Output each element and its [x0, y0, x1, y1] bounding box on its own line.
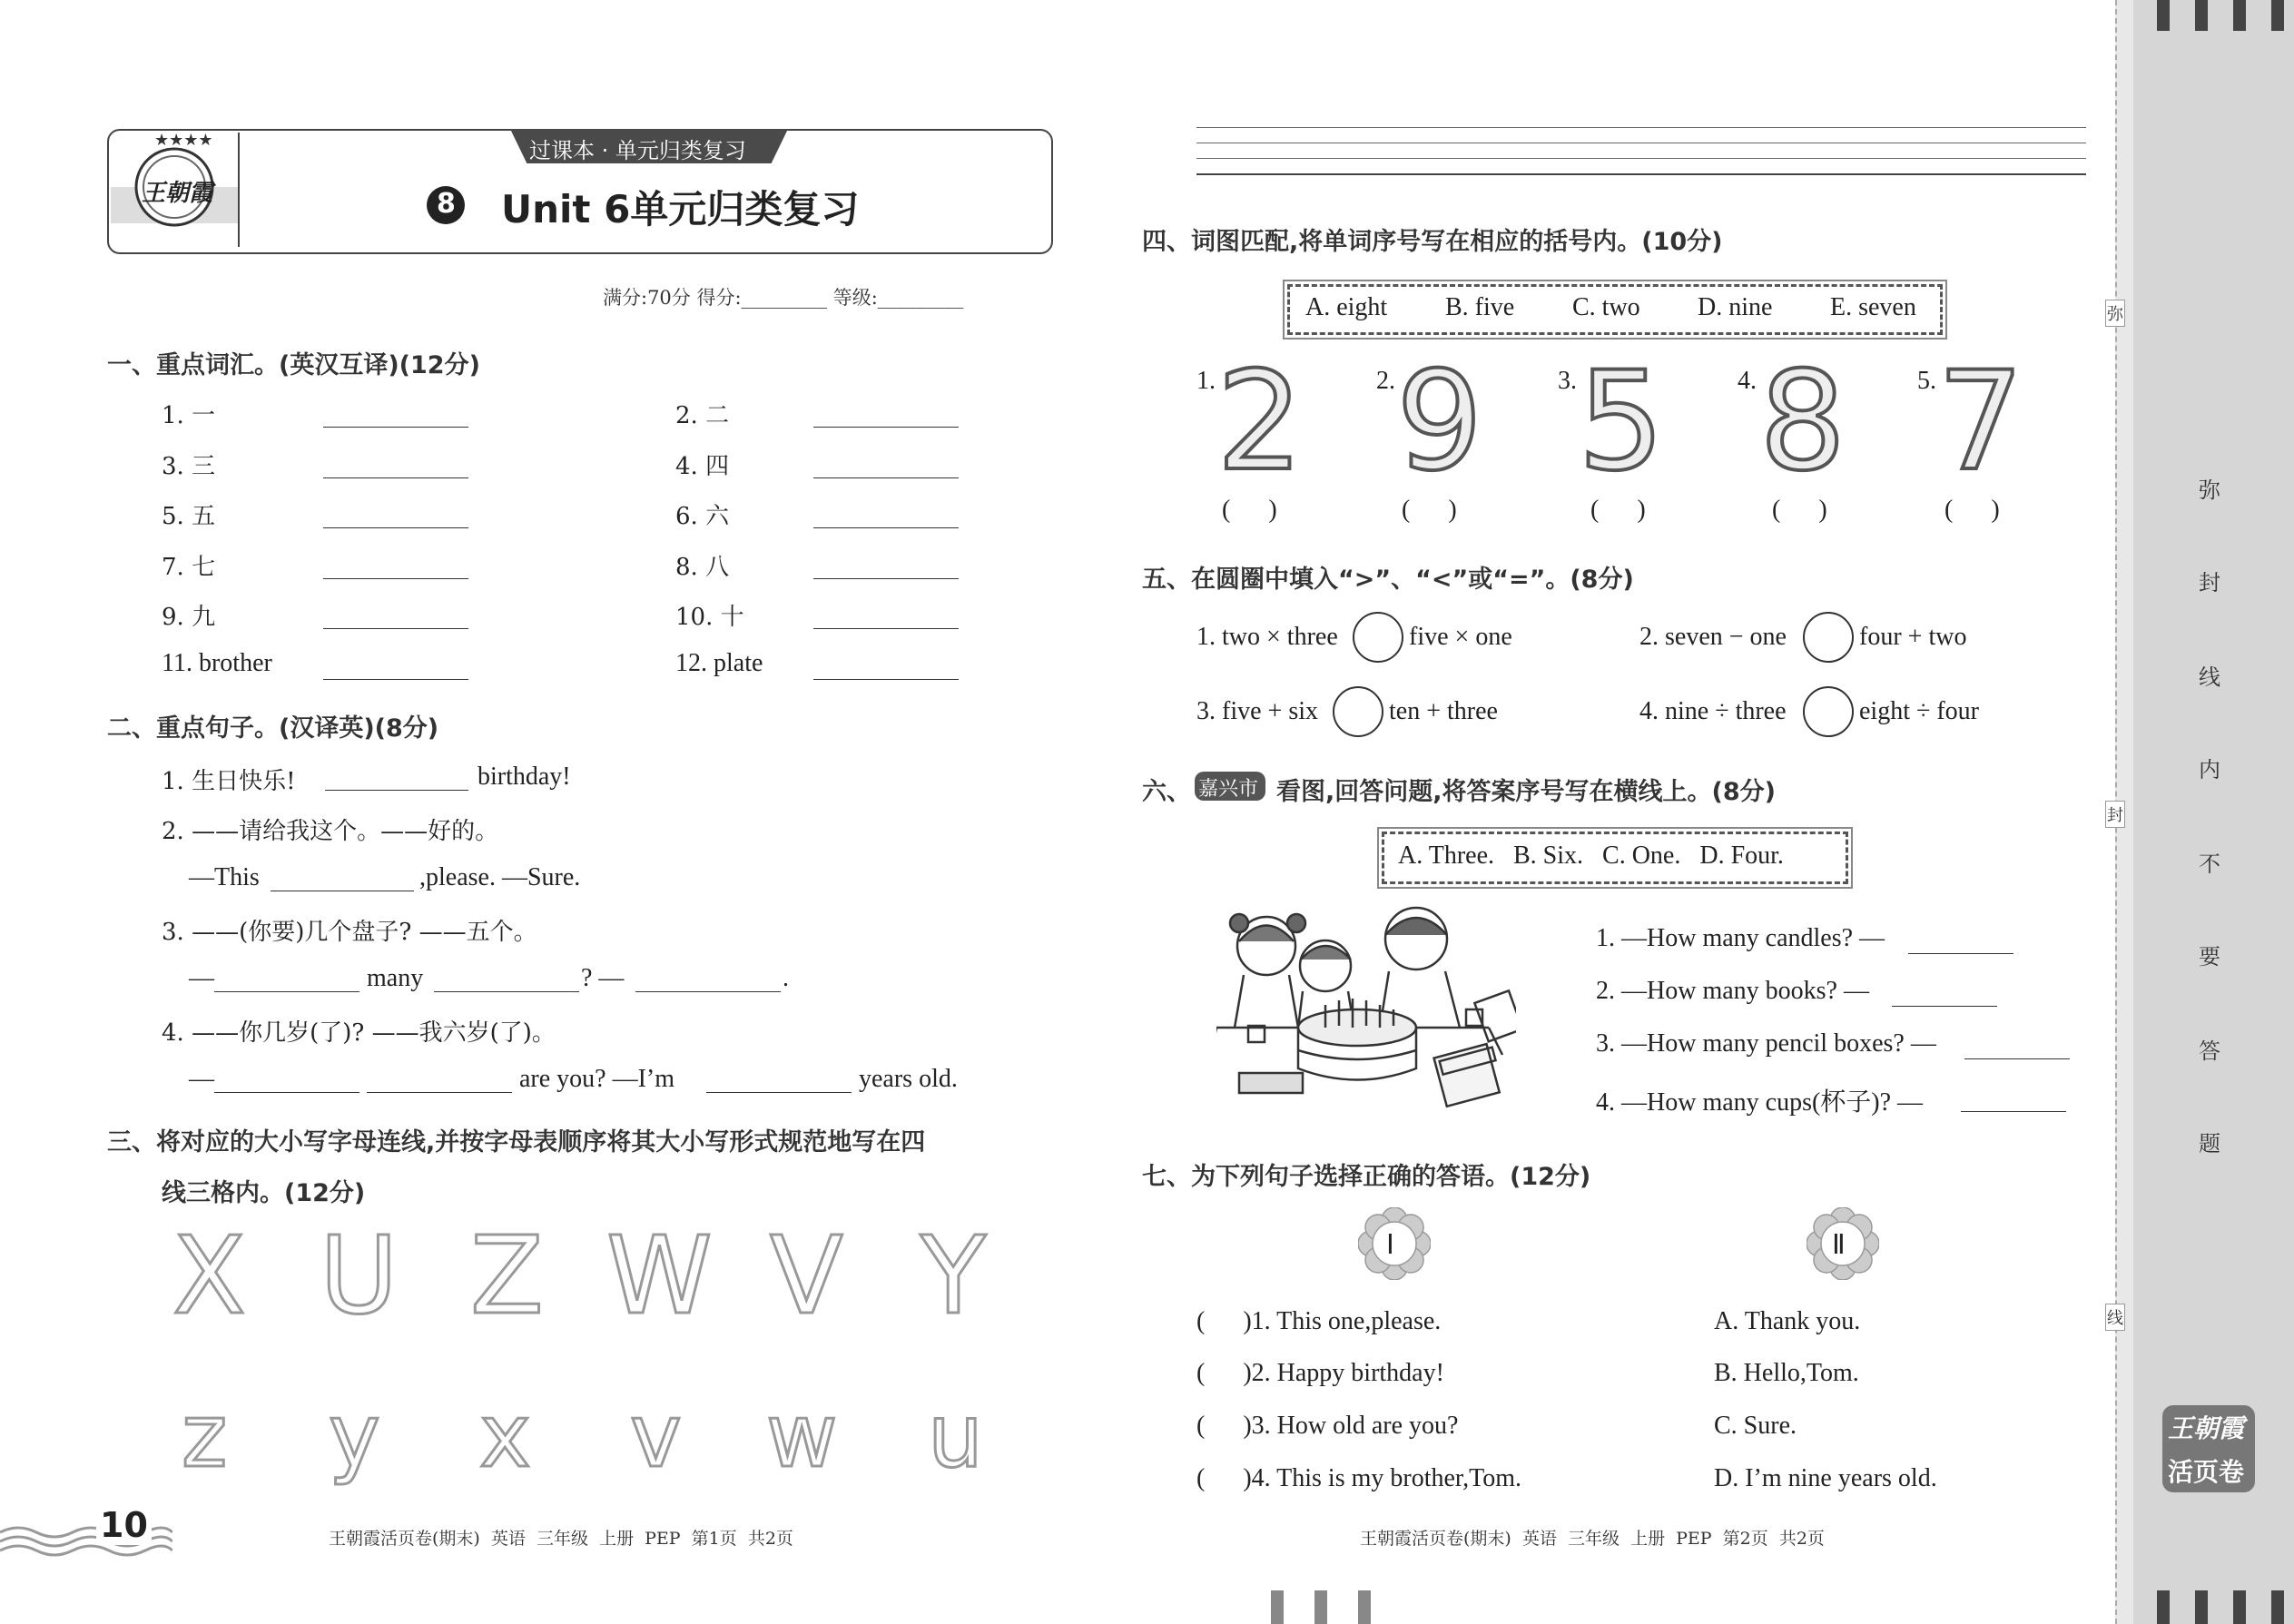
sentence-q2-answer-pre: —This	[189, 863, 260, 891]
word-option-d: D. nine	[1698, 293, 1773, 321]
picture-answer-2[interactable]	[1892, 1006, 1997, 1007]
section6-title: 看图,回答问题,将答案序号写在横线上。(8分)	[1276, 778, 1776, 806]
unit-badge-number: 8	[437, 188, 456, 220]
sentence-q3-pre: —	[189, 964, 214, 992]
sentence-q1-tail: birthday!	[478, 763, 571, 791]
footer-left: 王朝霞活页卷(期末) 英语 三年级 上册 PEP 第1页 共2页	[329, 1529, 793, 1549]
word-option-e: E. seven	[1830, 293, 1916, 321]
picture-answer-1[interactable]	[1908, 953, 2013, 954]
response-question-2[interactable]: ( )2. Happy birthday!	[1196, 1359, 1444, 1387]
lowercase-letter-5[interactable]: w	[766, 1385, 838, 1487]
side-notice-char-1: 弥	[2199, 477, 2220, 503]
compare-q2-left: 2. seven − one	[1639, 623, 1787, 651]
sentence-q3-end: .	[783, 964, 789, 992]
vocab-blank-9[interactable]	[323, 628, 468, 629]
sentence-q3-blank-3[interactable]	[635, 991, 781, 992]
sentence-q3-mid: many	[367, 964, 424, 992]
lowercase-letter-1[interactable]: z	[182, 1385, 228, 1487]
word-option-a: A. eight	[1305, 293, 1388, 321]
response-answer-c: C. Sure.	[1714, 1412, 1797, 1440]
digit-answer-5[interactable]: ( )	[1944, 496, 2000, 524]
side-mark-2: 封	[2105, 801, 2125, 828]
section4-title: 四、词图匹配,将单词序号写在相应的括号内。(10分)	[1142, 228, 1723, 256]
digit-answer-2[interactable]: ( )	[1402, 496, 1457, 524]
side-notice-char-7: 答	[2199, 1038, 2220, 1064]
picture-question-2: 2. —How many books? —	[1596, 977, 1869, 1005]
sentence-q4-end: years old.	[859, 1065, 958, 1093]
region-badge-text: 嘉兴市	[1198, 778, 1259, 801]
birthday-illustration	[1216, 891, 1516, 1137]
vocab-blank-3[interactable]	[323, 477, 468, 478]
banner-text: 过课本 · 单元归类复习	[529, 138, 746, 163]
brand-logo-text-2: 活页卷	[2168, 1457, 2245, 1487]
picture-answer-4[interactable]	[1961, 1111, 2066, 1112]
vocab-blank-12[interactable]	[813, 679, 959, 680]
sentence-q2: 2. ——请给我这个。——好的。	[162, 818, 499, 845]
vocab-blank-10[interactable]	[813, 628, 959, 629]
digit-label-4: 4.	[1738, 367, 1757, 395]
section7-title: 七、为下列句子选择正确的答语。(12分)	[1142, 1163, 1591, 1191]
side-panel	[2133, 0, 2294, 1624]
section2-title: 二、重点句子。(汉译英)(8分)	[107, 714, 439, 743]
vocab-blank-6[interactable]	[813, 527, 959, 528]
sentence-q4-mid: are you? —I’m	[519, 1065, 675, 1093]
vocab-item-5: 5. 五	[162, 503, 216, 530]
side-notice-char-4: 内	[2199, 757, 2220, 782]
side-notice-char-6: 要	[2199, 944, 2220, 969]
vocab-item-10: 10. 十	[675, 604, 744, 631]
word-option-c: C. two	[1572, 293, 1640, 321]
sentence-q4-blank-2[interactable]	[367, 1092, 512, 1093]
picture-answer-3[interactable]	[1964, 1058, 2070, 1059]
picture-question-1: 1. —How many candles? —	[1596, 924, 1885, 952]
section6-title-pre: 六、	[1142, 778, 1191, 806]
writing-lines	[1196, 127, 2086, 175]
side-notice-char-2: 封	[2199, 570, 2220, 595]
sentence-q4-pre: —	[189, 1065, 214, 1093]
side-notice-char-3: 线	[2199, 664, 2220, 690]
uppercase-letter-6[interactable]: Y	[921, 1213, 987, 1338]
vocab-blank-8[interactable]	[813, 578, 959, 579]
compare-q2-right: four + two	[1859, 623, 1967, 651]
lowercase-letter-4[interactable]: v	[630, 1385, 682, 1487]
vocab-item-7: 7. 七	[162, 554, 216, 581]
vocab-item-2: 2. 二	[675, 402, 730, 429]
column-1-label: Ⅰ	[1386, 1230, 1394, 1260]
vocab-item-6: 6. 六	[675, 503, 730, 530]
footer-right: 王朝霞活页卷(期末) 英语 三年级 上册 PEP 第2页 共2页	[1360, 1529, 1825, 1549]
sentence-q3-q: ? —	[581, 964, 625, 992]
picture-question-4: 4. —How many cups(杯子)? —	[1596, 1088, 1924, 1117]
column-2-label: Ⅱ	[1832, 1230, 1846, 1260]
section3-title-line1: 三、将对应的大小写字母连线,并按字母表顺序将其大小写形式规范地写在四	[107, 1128, 926, 1156]
digit-label-2: 2.	[1376, 367, 1395, 395]
compare-circle-3[interactable]	[1333, 686, 1383, 737]
compare-q3-left: 3. five + six	[1196, 697, 1318, 725]
picture-question-3: 3. —How many pencil boxes? —	[1596, 1029, 1936, 1058]
vocab-blank-4[interactable]	[813, 477, 959, 478]
digit-label-5: 5.	[1917, 367, 1936, 395]
side-mark-1: 弥	[2105, 300, 2125, 327]
compare-circle-2[interactable]	[1803, 612, 1854, 663]
logo	[111, 133, 240, 247]
compare-q1-left: 1. two × three	[1196, 623, 1338, 651]
response-question-4[interactable]: ( )4. This is my brother,Tom.	[1196, 1464, 1522, 1492]
flower-badge-1-icon	[1358, 1207, 1431, 1280]
digit-picture-2: 9	[1396, 343, 1483, 501]
vocab-item-8: 8. 八	[675, 554, 730, 581]
digit-answer-4[interactable]: ( )	[1772, 496, 1827, 524]
response-answer-a: A. Thank you.	[1714, 1307, 1861, 1335]
compare-circle-4[interactable]	[1803, 686, 1854, 737]
sentence-q4: 4. ——你几岁(了)? ——我六岁(了)。	[162, 1019, 556, 1047]
response-question-1[interactable]: ( )1. This one,please.	[1196, 1307, 1442, 1335]
brand-logo-text-1: 王朝霞	[2168, 1413, 2245, 1443]
digit-picture-4: 8	[1759, 343, 1846, 501]
uppercase-letter-5[interactable]: V	[770, 1213, 843, 1338]
vocab-item-12: 12. plate	[675, 649, 763, 677]
lowercase-letter-3[interactable]: x	[479, 1385, 531, 1487]
vocab-blank-2[interactable]	[813, 427, 959, 428]
section1-title: 一、重点词汇。(英汉互译)(12分)	[107, 351, 480, 379]
compare-q3-right: ten + three	[1389, 697, 1498, 725]
vocab-blank-1[interactable]	[323, 427, 468, 428]
logo-text: 王朝霞	[142, 180, 213, 207]
uppercase-letter-4[interactable]: W	[606, 1213, 713, 1338]
vocab-item-1: 1. 一	[162, 402, 216, 429]
compare-q4-right: eight ÷ four	[1859, 697, 1980, 725]
lowercase-letter-2[interactable]: y	[329, 1385, 380, 1487]
compare-q1-right: five × one	[1409, 623, 1512, 651]
digit-picture-5: 7	[1937, 343, 2024, 501]
sentence-q1-blank[interactable]	[325, 790, 468, 791]
digit-picture-3: 5	[1578, 343, 1665, 501]
vocab-item-9: 9. 九	[162, 604, 216, 631]
sentence-q3-blank-1[interactable]	[214, 991, 359, 992]
lowercase-letter-6[interactable]: u	[928, 1385, 983, 1487]
section5-title: 五、在圆圈中填入“>”、“<”或“=”。(8分)	[1142, 566, 1634, 594]
uppercase-letter-3[interactable]: Z	[470, 1213, 544, 1338]
compare-q4-left: 4. nine ÷ three	[1639, 697, 1787, 725]
vocab-blank-5[interactable]	[323, 527, 468, 528]
svg-text:★★★★: ★★★★	[154, 133, 213, 150]
digit-answer-1[interactable]: ( )	[1222, 496, 1277, 524]
page-number: 10	[96, 1505, 152, 1545]
vocab-item-3: 3. 三	[162, 453, 216, 480]
response-answer-d: D. I’m nine years old.	[1714, 1464, 1937, 1492]
side-notice-char-8: 题	[2199, 1131, 2220, 1156]
uppercase-letter-1[interactable]: X	[172, 1213, 246, 1338]
vocab-blank-7[interactable]	[323, 578, 468, 579]
answer-options: A. Three. B. Six. C. One. D. Four.	[1398, 842, 1784, 870]
digit-answer-3[interactable]: ( )	[1590, 496, 1646, 524]
sentence-q4-blank-3[interactable]	[706, 1092, 852, 1093]
page-title: Unit 6单元归类复习	[501, 187, 860, 231]
score-line: 满分:70分 得分:_________ 等级:_________	[603, 287, 964, 309]
sentence-q4-blank-1[interactable]	[214, 1092, 359, 1093]
side-notice-char-5: 不	[2199, 851, 2220, 877]
vocab-item-4: 4. 四	[675, 453, 730, 480]
section3-title-line2: 线三格内。(12分)	[162, 1179, 366, 1207]
digit-label-1: 1.	[1196, 367, 1216, 395]
vocab-blank-11[interactable]	[323, 679, 468, 680]
sentence-q3: 3. ——(你要)几个盘子? ——五个。	[162, 919, 537, 946]
uppercase-letter-2[interactable]: U	[320, 1213, 399, 1338]
response-answer-b: B. Hello,Tom.	[1714, 1359, 1859, 1387]
digit-label-3: 3.	[1558, 367, 1577, 395]
word-option-b: B. five	[1445, 293, 1515, 321]
sentence-q2-answer-tail: ,please. —Sure.	[419, 863, 581, 891]
sentence-q3-blank-2[interactable]	[434, 991, 579, 992]
vocab-item-11: 11. brother	[162, 649, 272, 677]
compare-circle-1[interactable]	[1353, 612, 1403, 663]
digit-picture-1: 2	[1216, 343, 1304, 501]
side-mark-3: 线	[2105, 1304, 2125, 1331]
sentence-q1: 1. 生日快乐!	[162, 768, 296, 795]
response-question-3[interactable]: ( )3. How old are you?	[1196, 1412, 1459, 1440]
